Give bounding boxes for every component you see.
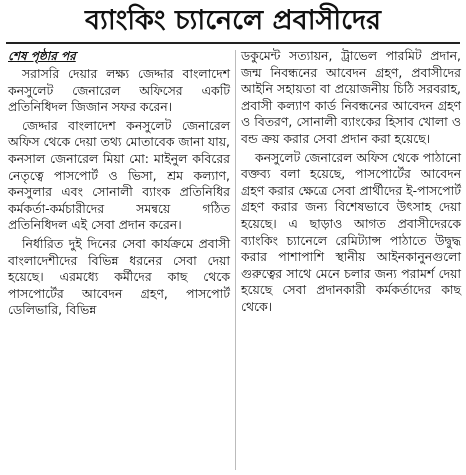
left-paragraph-2: জেদ্দার বাংলাদেশ কনসুলেট জেনারেল অফিস থেকে দেয়া তথ্য মোতাবেক জানা যায়, কনসাল জেনারেল মিয়া মো: মাইনুল কবিরের নেতৃত্বে পাসপোর্ট ও ভিসা, শ্রম কল্যাণ, কনসুলার এবং সোনালী ব্যাংক প্রতিনিধির কর্মকর্তা-কর্মচারীদের সমন্বয়ে গঠিত প্রতিনিধিদল এই সেবা প্রদান করেন।	[8, 117, 230, 233]
column-divider	[235, 50, 236, 470]
headline-rule	[6, 42, 460, 44]
headline: ব্যাংকিং চ্যানেলে প্রবাসীদের	[85, 5, 381, 36]
left-paragraph-1: সরাসরি দেয়ার লক্ষ্য জেদ্দার বাংলাদেশ কনসুলেট জেনারেল অফিসের একটি প্রতিনিধিদল জিজান সফর করেন।	[8, 66, 230, 115]
right-paragraph-1: ডকুমেন্ট সত্যায়ন, ট্রাভেল পারমিট প্রদান, জন্ম নিবন্ধনের আবেদন গ্রহণ, প্রবাসীদের আইনি সহায়তা বা প্রয়োজনীয় চিঠি সরবরাহ, প্রবাসী কল্যাণ কার্ড নিবন্ধনের আবেদন গ্রহণ ও বিতরণ, সোনালী ব্যাংকের হিসাব খোলা ও বন্ড ক্রয় করার সেবা প্রদান করা হয়েছে।	[241, 48, 461, 146]
right-column	[241, 48, 461, 316]
left-column	[8, 48, 230, 319]
left-paragraph-3: নির্ধারিত দুই দিনের সেবা কার্যক্রমে প্রবাসী বাংলাদেশীদের বিভিন্ন ধরনের সেবা দেয়া হয়েছে। এরমধ্যে কর্মীদের কাছ থেকে পাসপোর্টের আবেদন গ্রহণ, পাসপোর্ট ডেলিভারি, বিভিন্ন	[8, 235, 230, 318]
right-paragraph-2: কনসুলেট জেনারেল অফিস থেকে পাঠানো বক্তব্য বলা হয়েছে, পাসপোর্টের আবেদন গ্রহণ করার ক্ষেত্রে সেবা প্রার্থীদের ই-পাসপোর্ট গ্রহণ করার জন্য বিশেষভাবে উৎসাহ দেয়া হয়েছে। এ ছাড়াও আগত প্রবাসীদেরকে ব্যাংকিং চ্যানেলে রেমিট্যান্স পাঠাতে উদ্বুদ্ধ করার পাশাপাশি স্থানীয় আইনকানুনগুলো গুরুত্বের সাথে মেনে চলার জন্য পরামর্শ দেয়া হয়েছে সেবা প্রদানকারী কর্মকর্তাদের কাছ থেকে।	[241, 149, 461, 314]
dateline: শেষ পৃষ্ঠার পর	[8, 49, 76, 63]
